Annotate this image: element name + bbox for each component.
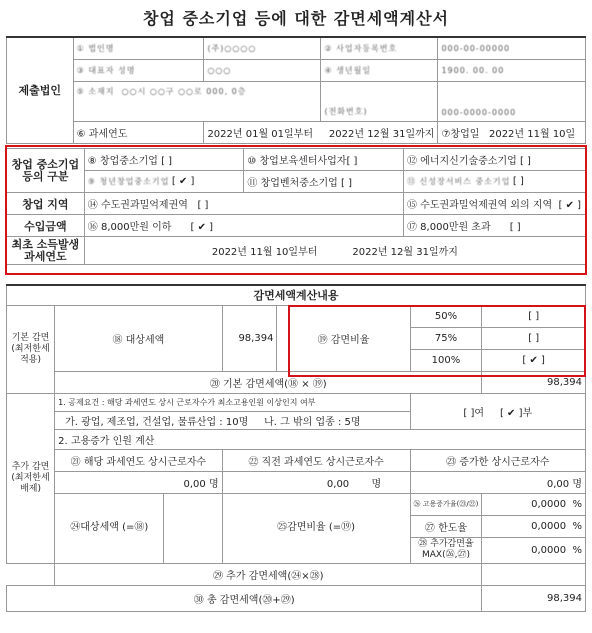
start-date-value: 2022년 11월 10일 — [488, 128, 576, 140]
basic-amount-label: ⑳ 기본 감면세액(⑱ × ⑲) — [55, 371, 482, 393]
requirement-a: 가. 광업, 제조업, 건설업, 물류산업 : 10명 — [65, 416, 249, 428]
opt-11-check[interactable]: [ ] — [341, 178, 353, 189]
rate-28-pct: % — [572, 544, 582, 556]
income-16[interactable] — [84, 215, 403, 237]
yes-check[interactable]: [ ]여 — [463, 407, 485, 419]
target-tax-value: 98,394 — [222, 305, 277, 371]
phone-label: (전화번호) — [321, 81, 438, 121]
region-15-check[interactable]: [ ✔ ] — [558, 200, 582, 211]
v22-unit: 명 — [371, 478, 382, 490]
rate-100-check[interactable]: [ ✔ ] — [482, 349, 586, 371]
tax-year-range — [204, 121, 438, 143]
first-from: 2022년 11월 10일부터 — [211, 247, 318, 258]
yes-no-cell[interactable] — [410, 393, 585, 429]
opt-13-label: ⑬ 신성장서비스 중소기업 — [407, 177, 511, 186]
rate-75-check[interactable]: [ ] — [482, 327, 586, 349]
opt-8[interactable] — [84, 149, 244, 171]
ceo-label: ③ 대표자 성명 — [73, 59, 204, 81]
opt-10[interactable] — [244, 149, 404, 171]
opt-9-label: ⑨ 청년창업중소기업 — [87, 177, 170, 186]
region-15[interactable] — [404, 193, 586, 215]
target-tax-2-value[interactable] — [164, 493, 222, 563]
rate-75-label: 75% — [410, 327, 482, 349]
opt-12-label: ⑫ 에너지신기술중소기업 — [407, 156, 517, 167]
region-label: 창업 지역 — [7, 193, 85, 215]
col-21-label: ㉑ 해당 과세연도 상시근로자수 — [55, 449, 223, 471]
biz-no-label: ② 사업자등록번호 — [321, 37, 438, 59]
requirement-1-detail — [55, 411, 410, 429]
phone-value: 000-0000-0000 — [438, 81, 586, 121]
opt-9-check[interactable]: [ ✔ ] — [171, 176, 195, 187]
region-14-check[interactable]: [ ] — [197, 200, 209, 211]
biz-no-value: 000-00-00000 — [438, 37, 586, 59]
v23: 0,00 — [546, 478, 570, 490]
basic-reduction-label: 기본 감면 (최저한세 적용) — [7, 305, 55, 393]
birth-value: 1900. 00. 00 — [438, 59, 586, 81]
start-date-label: ⑦창업일 — [441, 128, 480, 140]
no-check[interactable]: [ ✔ ]부 — [499, 407, 533, 419]
birth-label: ④ 생년월일 — [321, 59, 438, 81]
rate-27-label: ㉗ 한도율 — [410, 515, 482, 537]
calc-header: 감면세액계산내용 — [7, 285, 586, 305]
col-23-label: ㉓ 증가한 상시근로자수 — [410, 449, 585, 471]
opt-12-check[interactable]: [ ] — [519, 156, 531, 167]
calc-table — [6, 284, 586, 612]
rate-28-label: ㉘ 추가감면율 MAX(㉖,㉗) — [410, 537, 482, 563]
col-21-value[interactable] — [55, 471, 223, 493]
income-16-check[interactable]: [ ✔ ] — [190, 222, 214, 233]
additional-amount-label: ㉙ 추가 감면세액(㉔×㉘) — [55, 563, 482, 585]
start-date-cell — [438, 121, 586, 143]
page-title: 창업 중소기업 등에 대한 감면세액계산서 — [142, 9, 450, 28]
additional-amount-value[interactable] — [482, 563, 586, 585]
v21: 0,00 — [183, 478, 206, 490]
opt-8-label: ⑧ 창업중소기업 — [87, 156, 158, 167]
rate-27-pct: % — [572, 520, 582, 532]
tax-year-to: 2022년 12월 31일까지 — [328, 128, 435, 140]
v23-unit: 명 — [572, 478, 582, 490]
first-income-year-label: 최초 소득발생 과세연도 — [7, 237, 85, 265]
rate-26-label: ㉖ 고용증가율(㉓/㉒) — [410, 493, 482, 515]
col-23-value[interactable] — [410, 471, 585, 493]
ceo-value: ○○○ — [204, 59, 321, 81]
address-label-value — [73, 81, 321, 121]
tax-year-label: ⑥ 과세연도 — [73, 121, 204, 143]
tax-year-from: 2022년 01월 01일부터 — [207, 128, 313, 140]
opt-9[interactable] — [84, 171, 244, 193]
requirement-b: 나. 그 밖의 업종 : 5명 — [264, 416, 361, 428]
total-reduction-value: 98,394 — [482, 585, 586, 611]
rate-28-cell[interactable] — [482, 537, 586, 563]
basic-amount-value: 98,394 — [482, 371, 586, 393]
rate-27-value: 0,0000 — [531, 520, 567, 532]
rate-2-label: ㉕감면비율 (=⑲) — [222, 493, 410, 563]
opt-12[interactable] — [404, 149, 586, 171]
region-14-label: ⑭ 수도권과밀억제권역 — [87, 200, 188, 211]
address-value: ○○시 ○○구 ○○로 000, 0층 — [121, 86, 247, 96]
col-22-label: ㉒ 직전 과세연도 상시근로자수 — [222, 449, 410, 471]
rate-28-value: 0,0000 — [531, 544, 567, 556]
submitter-label: 제출법인 — [7, 37, 74, 143]
rate-26-cell[interactable] — [482, 493, 586, 515]
region-15-label: ⑮ 수도권과밀억제권역 외의 지역 — [407, 200, 553, 211]
v21-unit: 명 — [208, 478, 219, 490]
opt-10-label: ⑩ 창업보육센터사업자 — [247, 156, 347, 167]
rate-26-value: 0,0000 — [531, 498, 567, 510]
opt-13-check[interactable]: [ ] — [512, 176, 524, 187]
rate-27-cell[interactable] — [482, 515, 586, 537]
first-income-year-range — [84, 237, 585, 265]
corp-name-label: ① 법인명 — [73, 37, 204, 59]
startup-type-label: 창업 중소기업 등의 구분 — [7, 149, 85, 193]
total-reduction-label: ㉚ 총 감면세액(⑳+㉙) — [7, 585, 482, 611]
target-tax-2-label: ㉔대상세액 (=⑱) — [55, 493, 164, 563]
region-14[interactable] — [84, 193, 403, 215]
opt-11[interactable] — [244, 171, 404, 193]
additional-reduction-label: 추가 감면 (최저한세 배제) — [7, 393, 55, 563]
col-22-value[interactable] — [222, 471, 410, 493]
requirement-2: 2. 고용증가 인원 계산 — [55, 429, 586, 449]
startup-table — [6, 148, 586, 265]
reduction-rate-label: ⑲ 감면비율 — [277, 305, 410, 371]
opt-10-check[interactable]: [ ] — [346, 156, 358, 167]
income-16-label: ⑯ 8,000만원 이하 — [87, 222, 172, 233]
rate-100-label: 100% — [410, 349, 482, 371]
rate-26-pct: % — [572, 498, 582, 510]
corp-name-value: (주)○○○○ — [204, 37, 321, 59]
income-17-label: ⑰ 8,000만원 초과 — [407, 222, 491, 233]
v22: 0,00 — [326, 478, 350, 490]
submitter-table — [6, 36, 586, 144]
opt-8-check[interactable]: [ ] — [161, 156, 173, 167]
rate-50-label: 50% — [410, 305, 482, 327]
first-to: 2022년 12월 31일까지 — [352, 247, 458, 258]
opt-13[interactable] — [404, 171, 586, 193]
requirement-1: 1. 공제요건 : 해당 과세연도 상시 근로자수가 최소고용인원 이상인지 여부 — [55, 393, 410, 411]
rate-50-check[interactable]: [ ] — [482, 305, 586, 327]
opt-11-label: ⑪ 창업벤처중소기업 — [247, 178, 338, 189]
income-label: 수입금액 — [7, 215, 85, 237]
address-label: ⑤ 소재지 — [76, 86, 115, 96]
target-tax-label: ⑱ 대상세액 — [55, 305, 223, 371]
income-17-check[interactable]: [ ] — [509, 222, 521, 233]
income-17[interactable] — [404, 215, 586, 237]
